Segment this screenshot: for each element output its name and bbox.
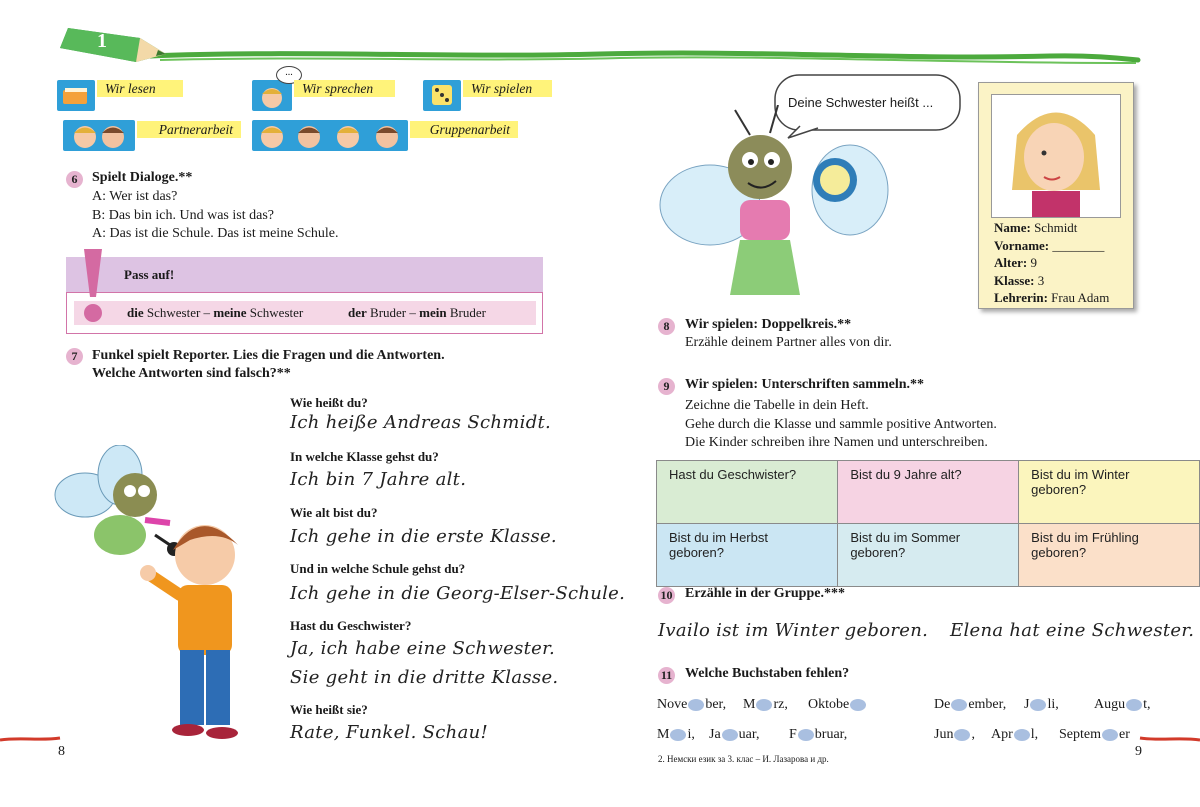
month-word: M rz, (743, 697, 788, 712)
answer: Ich gehe in die erste Klasse. (290, 526, 557, 547)
exercise-8-number: 8 (658, 318, 675, 335)
dice-icon (423, 80, 461, 111)
exclamation-icon (78, 247, 108, 329)
month-word: Septem er (1059, 727, 1130, 742)
month-word: Ja uar, (709, 727, 760, 742)
answer: Ich heiße Andreas Schmidt. (290, 412, 552, 433)
exercise-6-number: 6 (66, 171, 83, 188)
month-word: M i, (657, 727, 695, 742)
month-word: F bruar, (789, 727, 848, 742)
speech-dots-icon: ... (276, 66, 302, 84)
page-number-right: 9 (1135, 744, 1142, 759)
exercise-9-title: Wir spielen: Unterschriften sammeln.** (685, 377, 925, 392)
example-sentence: Elena hat eine Schwester. (950, 620, 1195, 641)
footer-decoration (0, 728, 1200, 748)
child-face-icon (252, 80, 292, 111)
exercise-10-title: Erzähle in der Gruppe.*** (685, 586, 845, 601)
month-word: J li, (1024, 697, 1059, 712)
table-cell: Bist du im Herbst geboren? (657, 524, 838, 587)
exercise-7-title: Funkel spielt Reporter. Lies die Fragen und die Antworten. Welche Antworten sind falsch?** (92, 348, 445, 381)
exercise-7-number: 7 (66, 348, 83, 365)
id-vorname: Vorname: ________ (994, 237, 1105, 253)
legend-gruppenarbeit: Gruppenarbeit (410, 121, 518, 138)
id-klasse: Klasse: 3 (994, 272, 1045, 288)
question: Wie heißt du? (290, 395, 368, 410)
table-cell: Bist du im Winter geboren? (1019, 461, 1200, 524)
exercise-9-text: Zeichne die Tabelle in dein Heft. Gehe durch die Klasse und sammle positive Antworten. Die Kinder schreiben ihre Namen und unterschreiben. (685, 398, 997, 450)
exercise-6-dialogue (92, 188, 339, 244)
id-alter: Alter: 9 (994, 255, 1037, 270)
group-icon (252, 120, 408, 151)
exercise-11-title: Welche Buchstaben fehlen? (685, 666, 850, 681)
pass-auf-pair-1: die Schwester – meine Schwester (127, 305, 304, 320)
exercise-11-number: 11 (658, 667, 675, 684)
exercise-6-title: Spielt Dialoge.** (92, 170, 193, 185)
month-word: De ember, (934, 697, 1007, 712)
month-word: Nove ber, (657, 697, 727, 712)
month-word: Augu t, (1094, 697, 1151, 712)
dialogue-line: A: Das ist die Schule. Das ist meine Schule. (92, 226, 339, 241)
answer: Ja, ich habe eine Schwester. (290, 638, 556, 659)
month-word: Apr l, (991, 727, 1039, 742)
exercise-8-title: Wir spielen: Doppelkreis.** (685, 317, 852, 332)
signature-table (656, 460, 1200, 587)
exercise-9-number: 9 (658, 378, 675, 395)
missing-letter-blot (1030, 699, 1046, 711)
pass-auf-pair-2: der Bruder – mein Bruder (348, 305, 486, 320)
table-cell: Bist du 9 Jahre alt? (838, 461, 1019, 524)
exercise-8-text: Erzähle deinem Partner alles von dir. (685, 335, 892, 350)
funkel-reporter-illustration (50, 445, 280, 745)
legend-wir-lesen: Wir lesen (97, 80, 183, 97)
id-card-photo (991, 94, 1121, 218)
id-name: Name: Schmidt (994, 220, 1078, 235)
pair-icon (63, 120, 135, 151)
missing-letter-blot (850, 699, 866, 711)
month-word: Jun , (934, 727, 975, 742)
id-card-details (994, 219, 1129, 307)
dialogue-line: A: Wer ist das? (92, 189, 178, 204)
missing-letter-blot (1126, 699, 1142, 711)
pass-auf-title: Pass auf! (124, 267, 175, 282)
question: Hast du Geschwister? (290, 618, 412, 633)
pencil-icon (60, 28, 166, 62)
example-sentence: Ivailo ist im Winter geboren. (658, 620, 929, 641)
page-number-left: 8 (58, 744, 65, 759)
dialogue-line: B: Das bin ich. Und was ist das? (92, 207, 274, 223)
legend-partnerarbeit: Partnerarbeit (137, 121, 241, 138)
answer: Ich bin 7 Jahre alt. (290, 469, 467, 490)
question: Wie heißt sie? (290, 702, 368, 717)
question: Wie alt bist du? (290, 505, 378, 520)
unit-number: 1 (97, 30, 107, 52)
exercise-10-number: 10 (658, 587, 675, 604)
missing-letter-blot (688, 699, 704, 711)
answer: Sie geht in die dritte Klasse. (290, 667, 559, 688)
answer: Rate, Funkel. Schau! (290, 722, 489, 743)
question: In welche Klasse gehst du? (290, 449, 439, 464)
answer: Ich gehe in die Georg-Elser-Schule. (290, 583, 626, 604)
table-cell: Hast du Geschwister? (657, 461, 838, 524)
funkel-mirror-illustration (650, 105, 890, 305)
speech-bubble-text: Deine Schwester heißt ... (788, 95, 934, 110)
book-icon (57, 80, 95, 111)
missing-letter-blot (951, 699, 967, 711)
missing-letter-blot (756, 699, 772, 711)
legend-wir-sprechen: Wir sprechen (294, 80, 395, 97)
question: Und in welche Schule gehst du? (290, 561, 466, 576)
header-decoration (0, 0, 1200, 80)
footer-credit: 2. Немски език за 3. клас – И. Лазарова и др. (658, 754, 829, 764)
table-cell: Bist du im Sommer geboren? (838, 524, 1019, 587)
id-lehrerin: Lehrerin: Frau Adam (994, 290, 1110, 305)
legend-wir-spielen: Wir spielen (463, 80, 552, 97)
table-cell: Bist du im Frühling geboren? (1019, 524, 1200, 587)
month-word: Oktobe (808, 697, 867, 713)
